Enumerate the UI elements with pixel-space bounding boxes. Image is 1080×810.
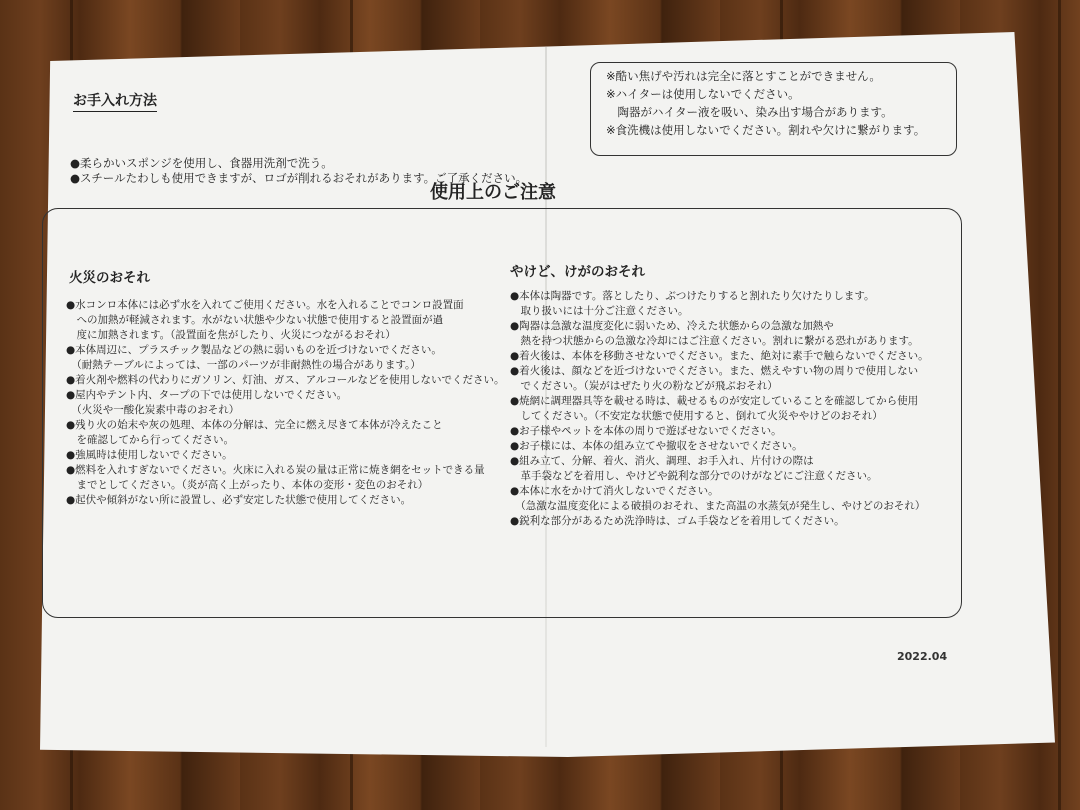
burn-item: ●お子様には、本体の組み立てや撤収をさせないでください。 [510, 440, 803, 452]
fire-section-title: 火災のおそれ [69, 270, 150, 286]
main-title: 使用上のご注意 [430, 182, 556, 203]
burn-item: してください。（不安定な状態で使用すると、倒れて火災ややけどのおそれ） [510, 410, 883, 422]
fire-item: を確認してから行ってください。 [66, 434, 234, 446]
fire-item: （火災や一酸化炭素中毒のおそれ） [66, 404, 240, 416]
care-line: ●スチールたわしも使用できますが、ロゴが削れるおそれがあります。ご了承ください。 [70, 171, 528, 185]
burn-item: ●着火後は、本体を移動させないでください。また、絶対に素手で触らないでください。 [510, 350, 929, 362]
fire-item: ●起伏や傾斜がない所に設置し、必ず安定した状態で使用してください。 [66, 494, 412, 506]
burn-item: 革手袋などを着用し、やけどや鋭利な部分でのけがなどにご注意ください。 [510, 470, 878, 482]
burn-item: （急激な温度変化による破損のおそれ、また高温の水蒸気が発生し、やけどのおそれ） [510, 500, 926, 512]
fire-item: 度に加熱されます。（設置面を焦がしたり、火災につながるおそれ） [66, 329, 396, 341]
fire-item: ●着火剤や燃料の代わりにガソリン、灯油、ガス、アルコールなどを使用しないでください。 [66, 374, 505, 386]
burn-item: ●鋭利な部分があるため洗浄時は、ゴム手袋などを着用してください。 [510, 515, 845, 527]
burn-item: ●お子様やペットを本体の周りで遊ばせないでください。 [510, 425, 782, 437]
fire-item: ●強風時は使用しないでください。 [66, 449, 233, 461]
burn-item: でください。（炭がはぜたり火の粉などが飛ぶおそれ） [510, 380, 778, 392]
care-line: ●柔らかいスポンジを使用し、食器用洗剤で洗う。 [70, 156, 333, 170]
burn-item: ●焼網に調理器具等を載せる時は、載せるものが安定していることを確認してから使用 [510, 395, 919, 407]
fire-item: への加熱が軽減されます。水がない状態や少ない状態で使用すると設置面が過 [66, 314, 444, 326]
note-line: 陶器がハイター液を吸い、染み出す場合があります。 [606, 105, 893, 119]
fire-item: （耐熱テーブルによっては、一部のパーツが非耐熱性の場合があります。） [66, 359, 421, 371]
care-title: お手入れ方法 [73, 90, 157, 112]
note-line: ※ハイターは使用しないでください。 [606, 87, 800, 101]
burn-item: ●陶器は急激な温度変化に弱いため、冷えた状態からの急激な加熱や [510, 320, 834, 332]
revision-date: 2022.04 [897, 650, 948, 663]
fire-item: ●水コンロ本体には必ず水を入れてご使用ください。水を入れることでコンロ設置面 [66, 299, 464, 311]
note-line: ※食洗機は使用しないでください。割れや欠けに繋がります。 [606, 123, 926, 137]
burn-section-title: やけど、けがのおそれ [510, 264, 645, 280]
burn-item: ●本体に水をかけて消火しないでください。 [510, 485, 719, 497]
fire-item: ●燃料を入れすぎないでください。火床に入れる炭の量は正常に焼き網をセットできる量 [66, 464, 485, 476]
burn-item: ●着火後は、顔などを近づけないでください。また、燃えやすい物の周りで使用しない [510, 365, 919, 377]
fire-item: ●本体周辺に、プラスチック製品などの熱に弱いものを近づけないでください。 [66, 344, 442, 356]
burn-item: 取り扱いには十分ご注意ください。 [510, 305, 689, 317]
fire-item: ●残り火の始末や灰の処理、本体の分解は、完全に燃え尽きて本体が冷えたこと [66, 419, 443, 431]
burn-item: ●本体は陶器です。落としたり、ぶつけたりすると割れたり欠けたりします。 [510, 290, 875, 302]
fire-item: ●屋内やテント内、タープの下では使用しないでください。 [66, 389, 348, 401]
fire-item: までとしてください。（炎が高く上がったり、本体の変形・変色のおそれ） [66, 479, 429, 491]
note-line: ※酷い焦げや汚れは完全に落とすことができません。 [606, 69, 881, 83]
burn-item: 熱を持つ状態からの急激な冷却にはご注意ください。割れに繋がる恐れがあります。 [510, 335, 919, 347]
burn-item: ●組み立て、分解、着火、消火、調理、お手入れ、片付けの際は [510, 455, 814, 467]
